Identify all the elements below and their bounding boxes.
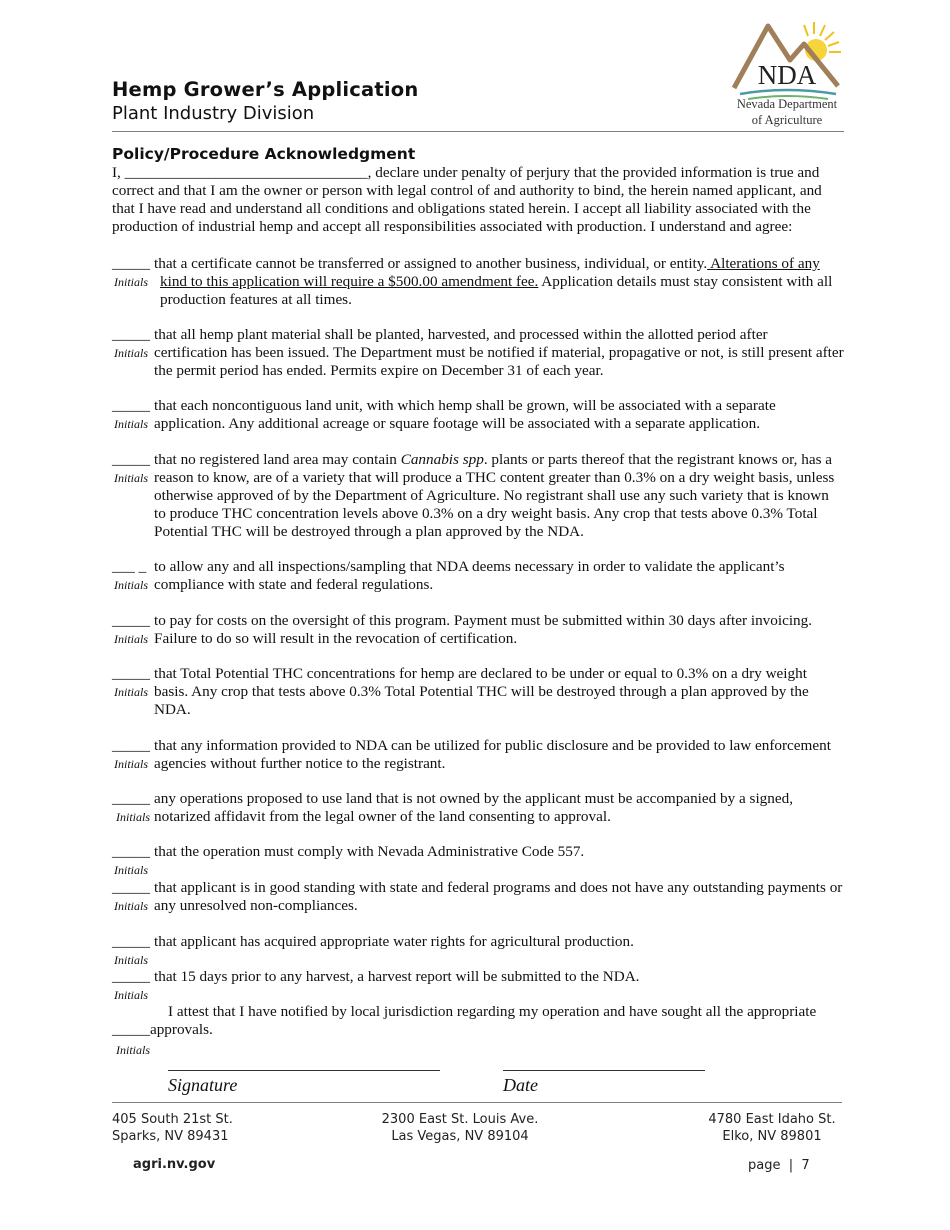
signature-label: Signature <box>168 1075 238 1095</box>
mountain-sun-icon <box>726 14 848 104</box>
website-link[interactable]: agri.nv.gov <box>133 1157 216 1172</box>
acknowledgment-text: that all hemp plant material shall be planted, harvested, and processed within the allotted period after certification has been issued. The Department must be notified if material, propagative or not, is still present after the permit period has ended. Permits expire on December 31 of each year. <box>154 326 844 379</box>
initials-blank[interactable]: _____ <box>112 255 150 272</box>
acknowledgment-item <box>112 397 844 433</box>
acknowledgment-item <box>112 612 844 648</box>
date-line[interactable] <box>503 1070 705 1071</box>
acknowledgment-text: to allow any and all inspections/sampling that NDA deems necessary in order to validate the applicant’s compliance with state and federal regulations. <box>154 558 785 593</box>
initials-label: Initials <box>114 417 149 431</box>
initials-blank[interactable]: _____ <box>112 326 150 343</box>
address-city: Las Vegas, NV 89104 <box>391 1129 529 1144</box>
initials-blank[interactable]: _____ <box>112 397 150 414</box>
address-city: Elko, NV 89801 <box>722 1129 822 1144</box>
initials-blank[interactable]: _____ <box>112 451 150 468</box>
acknowledgment-text: that 15 days prior to any harvest, a harvest report will be submitted to the NDA. <box>154 968 640 985</box>
initials-blank[interactable]: _____ <box>112 612 150 629</box>
logo-abbrev: NDA <box>757 60 817 90</box>
acknowledgment-text: any operations proposed to use land that is not owned by the applicant must be accompanied by a signed, notarized affidavit from the legal owner of the land consenting to approval. <box>154 790 793 825</box>
page-number: page | 7 <box>748 1158 810 1173</box>
initials-label: Initials <box>114 757 149 771</box>
acknowledgment-text: that the operation must comply with Nevada Administrative Code 557. <box>154 843 585 860</box>
acknowledgment-item <box>112 790 844 826</box>
initials-blank[interactable]: _____ <box>112 879 150 896</box>
acknowledgment-text: that any information provided to NDA can be utilized for public disclosure and be provided to law enforcement agencies without further notice to the registrant. <box>154 737 831 772</box>
initials-label: Initials <box>114 346 149 360</box>
nda-logo <box>726 14 848 130</box>
initials-label: Initials <box>114 275 149 289</box>
address-street: 405 South 21st St. <box>112 1112 233 1127</box>
acknowledgment-item <box>112 879 844 915</box>
initials-blank[interactable]: ___ _ <box>112 558 147 575</box>
initials-blank[interactable]: _____ <box>112 843 150 860</box>
acknowledgment-text: that each noncontiguous land unit, with which hemp shall be grown, will be associated with a separate application. Any additional acreage or square footage will be associated with a separate application. <box>154 397 776 432</box>
attestation-text-line1: I attest that I have notified by local jurisdiction regarding my operation and have sought all the appropriate <box>168 1003 817 1020</box>
initials-label: Initials <box>114 953 149 967</box>
initials-blank[interactable]: _____ <box>112 1021 150 1038</box>
address-las-vegas <box>360 1111 560 1145</box>
attestation-item <box>112 1003 844 1039</box>
acknowledgment-item <box>112 255 844 309</box>
acknowledgment-item <box>112 968 844 1002</box>
initials-label: Initials <box>114 632 149 646</box>
acknowledgment-item <box>112 326 844 380</box>
initials-label: Initials <box>114 863 149 877</box>
acknowledgment-text: that Total Potential THC concentrations for hemp are declared to be under or equal to 0.3% on a dry weight basis. Any crop that tests above 0.3% Total Potential THC will be destroyed through a plan approved by the NDA. <box>154 665 809 718</box>
initials-label: Initials <box>116 810 151 824</box>
acknowledgment-text: that a certificate cannot be transferred or assigned to another business, individual, or entity. Alterations of any kind to this application will require a $500.00 amendment fee. Application details must stay consistent with all production features at all times. <box>154 255 833 308</box>
address-street: 2300 East St. Louis Ave. <box>381 1112 539 1127</box>
footer-divider <box>112 1102 842 1103</box>
acknowledgment-item <box>112 843 844 877</box>
section-heading: Policy/Procedure Acknowledgment <box>112 145 416 163</box>
initials-label: Initials <box>114 578 149 592</box>
header-divider <box>112 131 844 132</box>
acknowledgment-item <box>112 451 844 541</box>
initials-blank[interactable]: _____ <box>112 968 150 985</box>
acknowledgment-text: that applicant has acquired appropriate water rights for agricultural production. <box>154 933 634 950</box>
address-sparks <box>112 1111 233 1145</box>
date-label: Date <box>503 1075 538 1095</box>
initials-blank[interactable]: _____ <box>112 933 150 950</box>
initials-label: Initials <box>114 988 149 1002</box>
initials-label: Initials <box>114 685 149 699</box>
page-title: Hemp Grower’s Application <box>112 78 419 101</box>
acknowledgment-text: that applicant is in good standing with state and federal programs and does not have any outstanding payments or any unresolved non-compliances. <box>154 879 843 914</box>
initials-label: Initials <box>114 471 149 485</box>
intro-paragraph: I, ________________________________, declare under penalty of perjury that the provided information is true and correct and that I am the owner or person with legal control of and authority to bind, the herein named applicant, and that I have read and understand all conditions and obligations stated herein. I accept all liability associated with the production of industrial hemp and accept all responsibilities associated with production. I understand and agree: <box>112 164 822 235</box>
initials-label: Initials <box>116 1043 151 1057</box>
address-elko <box>690 1111 854 1145</box>
logo-agency-line2: of Agriculture <box>751 113 823 127</box>
attestation-text-line2: approvals. <box>149 1021 213 1038</box>
acknowledgment-item <box>112 737 844 773</box>
logo-agency-line1: Nevada Department <box>736 97 838 111</box>
initials-blank[interactable]: _____ <box>112 790 150 807</box>
signature-line[interactable] <box>168 1070 440 1071</box>
acknowledgment-item <box>112 665 844 719</box>
initials-blank[interactable]: _____ <box>112 665 150 682</box>
page-subtitle: Plant Industry Division <box>112 103 315 124</box>
acknowledgment-item <box>112 558 844 594</box>
address-city: Sparks, NV 89431 <box>112 1129 229 1144</box>
address-street: 4780 East Idaho St. <box>708 1112 836 1127</box>
acknowledgment-text: to pay for costs on the oversight of this program. Payment must be submitted within 30 days after invoicing. Failure to do so will result in the revocation of certification. <box>154 612 813 647</box>
acknowledgment-item <box>112 933 844 967</box>
initials-label: Initials <box>114 899 149 913</box>
initials-blank[interactable]: _____ <box>112 737 150 754</box>
acknowledgment-text: that no registered land area may contain Cannabis spp. plants or parts thereof that the registrant knows or, has a reason to know, are of a variety that will produce a THC content greater than 0.3% on a dry weight basis, unless otherwise approved of by the Department of Agriculture. No registrant shall use any such variety that is known to produce THC concentration levels above 0.3% on a dry weight basis. Any crop that tests above 0.3% Total Potential THC will be destroyed through a plan approved by the NDA. <box>154 451 835 540</box>
